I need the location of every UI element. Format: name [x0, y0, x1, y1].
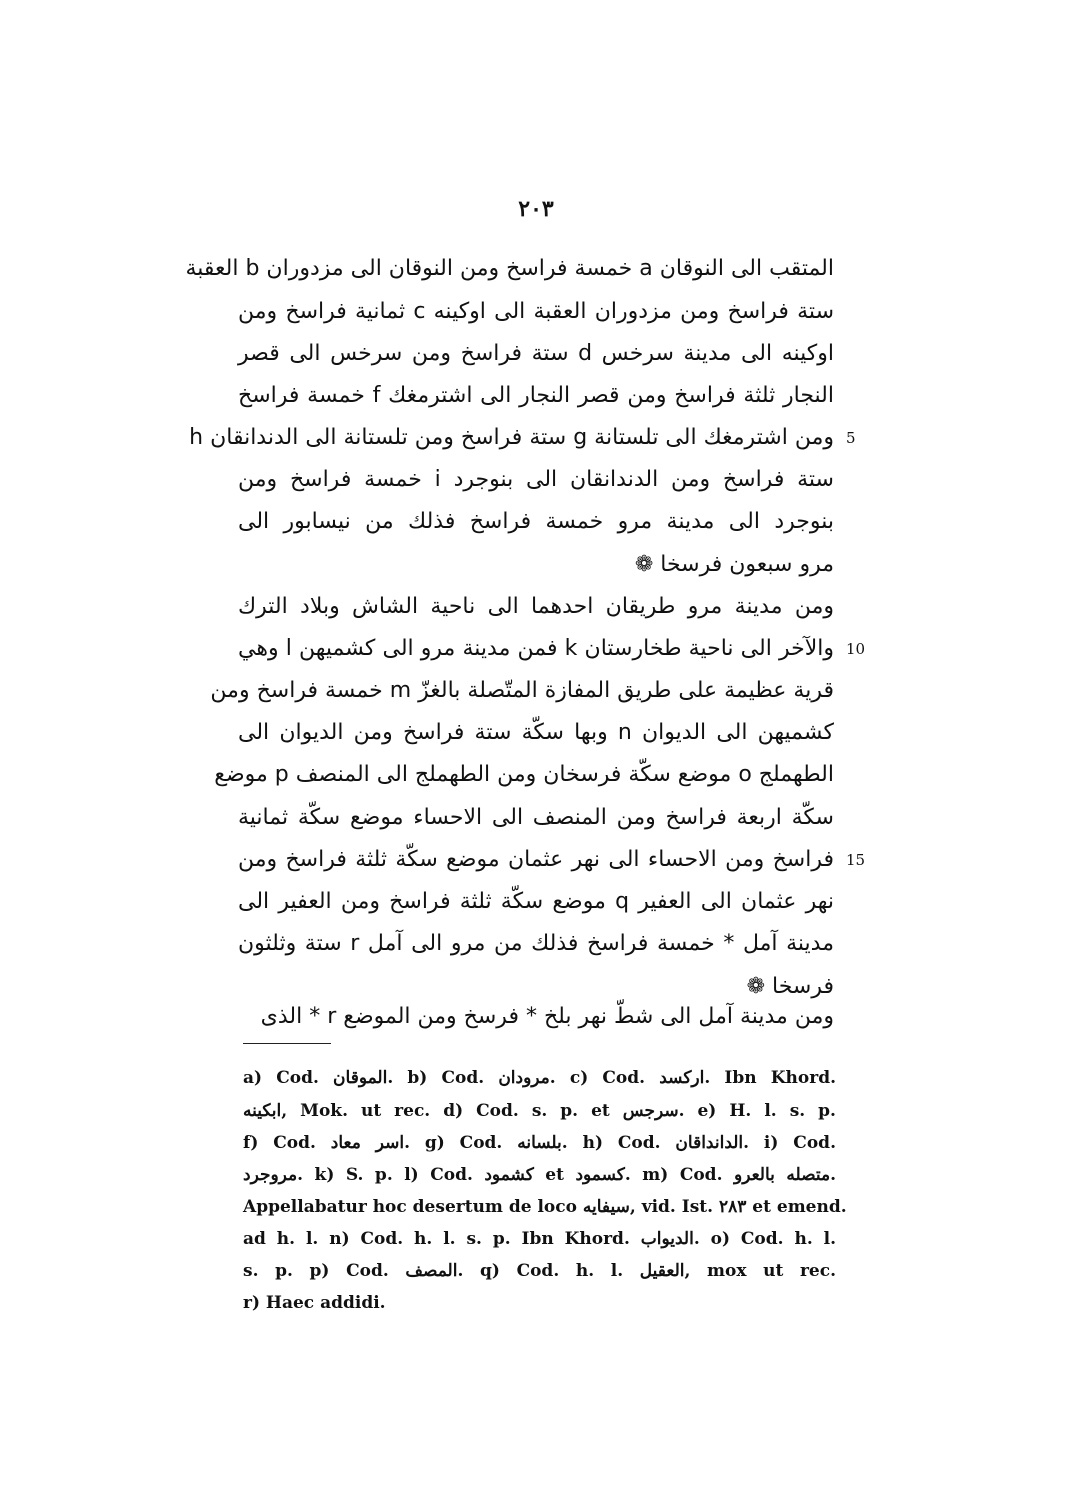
- text-line: الطهملج o موضع سكّة فرسخان ومن الطهملج الى المنصف p موضع: [214, 762, 834, 787]
- text-line: ومن مدينة مرو طريقان احدهما الى ناحية الشاش وبلاد الترك: [238, 594, 834, 619]
- text-line: ومن اشترمغك الى تلستانة g ستة فراسخ ومن تلستانة الى الدندانقان h: [189, 425, 834, 450]
- text-line: ستة فراسخ ومن مزدوران العقبة الى اوكينه c ثمانية فراسخ ومن: [238, 299, 835, 324]
- footnote-divider: [243, 1043, 331, 1044]
- text-line: اوكينه الى مدينة سرخس d ستة فراسخ ومن سرخس الى قصر: [238, 341, 834, 366]
- text-line: سكّة اربعة فراسخ ومن المنصف الى الاحساء موضع سكّة ثمانية: [238, 805, 834, 830]
- footnote-line: r) Haec addidi.: [243, 1293, 386, 1313]
- text-line: مدينة آمل * خمسة فراسخ فذلك من مرو الى آمل r ستة وثلثون: [238, 931, 834, 956]
- footnote-line: a) Cod. الموقان. b) Cod. مرودان. c) Cod. اركسد. Ibn Khord.: [243, 1068, 837, 1088]
- line-number: 10: [846, 640, 866, 658]
- text-line: كشميهن الى الديوان n وبها سكّة ستة فراسخ ومن الديوان الى: [238, 720, 834, 745]
- line-number: 5: [846, 429, 856, 447]
- footnote-line: Appellabatur hoc desertum de loco سيفايه, vid. Ist. ٢٨٣ et emend.: [243, 1197, 847, 1217]
- page-number: ٢٠٣: [518, 196, 554, 222]
- text-line: بنوجرد الى مدينة مرو خمسة فراسخ فذلك من نيسابور الى: [238, 509, 834, 534]
- footnote-line: مروجرد. k) S. p. l) Cod. كشمود et كسمود. m) Cod. متصله بالعرو.: [243, 1165, 836, 1185]
- text-line: مرو سبعون فرسخا ❁: [634, 552, 834, 577]
- text-line: المتقب الى النوقان a خمسة فراسخ ومن النوقان الى مزدوران b العقبة: [185, 256, 834, 281]
- text-line: نهر عثمان الى العفير q موضع سكّة ثلثة فراسخ ومن العفير الى: [238, 889, 834, 914]
- footnote-line: ad h. l. n) Cod. h. l. s. p. Ibn Khord. الديواب. o) Cod. h. l.: [243, 1229, 836, 1249]
- text-line: فرسخا ❁: [746, 974, 834, 999]
- text-line: فراسخ ومن الاحساء الى نهر عثمان موضع سكّة ثلثة فراسخ ومن: [238, 847, 834, 872]
- text-line: والآخر الى ناحية طخارستان k فمن مدينة مرو الى كشميهن l وهي: [238, 636, 835, 661]
- footnote-line: s. p. p) Cod. المصف. q) Cod. h. l. العقيل, mox ut rec.: [243, 1261, 836, 1281]
- text-line: قرية عظيمة على طريق المفازة المتّصلة بالغزّ m خمسة فراسخ ومن: [210, 678, 834, 703]
- text-line: النجار ثلثة فراسخ ومن قصر النجار الى اشترمغك f خمسة فراسخ: [238, 383, 834, 408]
- footnote-line: f) Cod. اسر معاد. g) Cod. بلسانه. h) Cod. الدانداقان. i) Cod.: [243, 1133, 836, 1153]
- line-number: 15: [846, 851, 866, 869]
- footnote-line: ابكينه, Mok. ut rec. d) Cod. s. p. et سرجس. e) H. l. s. p.: [243, 1101, 836, 1121]
- text-line: ستة فراسخ ومن الدندانقان الى بنوجرد i خمسة فراسخ ومن: [238, 467, 834, 492]
- text-line: ومن مدينة آمل الى شطّ نهر بلخ * فرسخ ومن الموضع r * الذى: [260, 1004, 834, 1029]
